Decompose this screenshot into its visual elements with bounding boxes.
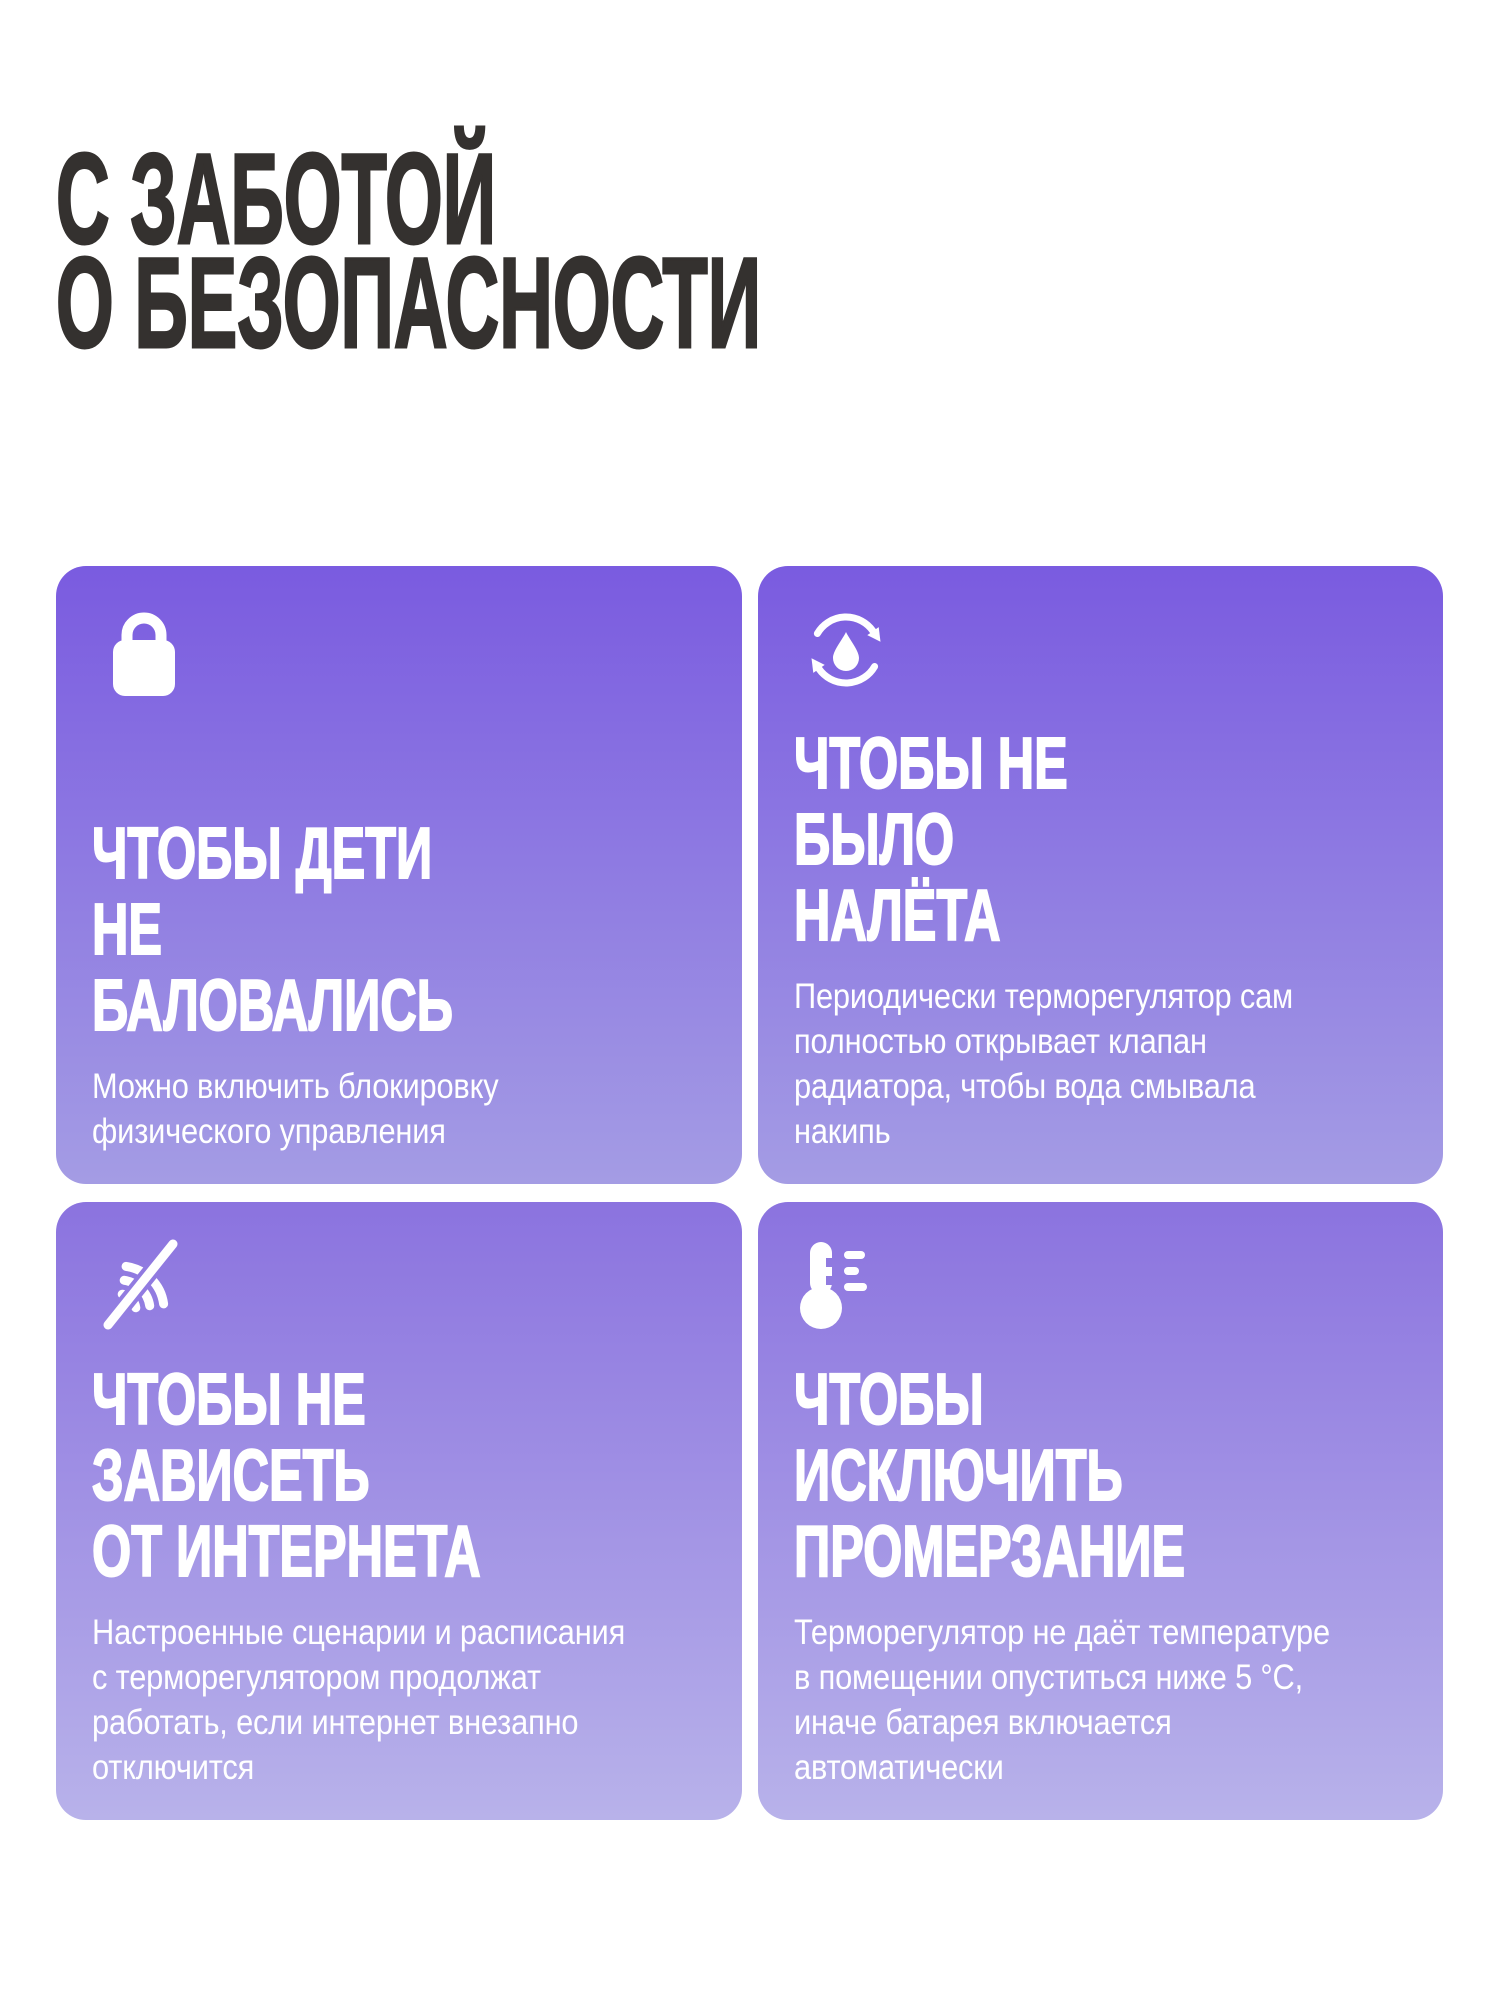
card-text-block <box>92 816 718 1154</box>
water-drop-refresh-icon <box>798 602 894 698</box>
card-no-limescale <box>758 566 1444 1184</box>
card-heading: ЧТОБЫ ДЕТИ НЕ БАЛОВАЛИСЬ <box>92 814 454 1046</box>
card-heading: ЧТОБЫ ИСКЛЮЧИТЬ ПРОМЕРЗАНИЕ <box>793 1360 1185 1592</box>
card-heading: ЧТОБЫ НЕ БЫЛО НАЛЁТА <box>793 724 1068 956</box>
card-no-freezing <box>758 1202 1444 1820</box>
card-heading: ЧТОБЫ НЕ ЗАВИСЕТЬ ОТ ИНТЕРНЕТА <box>92 1360 481 1592</box>
card-text-block <box>794 726 1420 1154</box>
page-title: С ЗАБОТОЙ О БЕЗОПАСНОСТИ <box>56 128 762 375</box>
card-child-lock <box>56 566 742 1184</box>
feature-card-grid <box>56 566 1443 1820</box>
card-body: Настроенные сценарии и расписания с терморегулятором продолжат работать, если интернет внезапно отключится <box>92 1613 626 1787</box>
card-body: Терморегулятор не даёт температуре в помещении опуститься ниже 5 °С, иначе батарея включается автоматически <box>793 1613 1330 1787</box>
thermometer-icon <box>798 1238 894 1334</box>
card-body: Можно включить блокировку физического управления <box>92 1067 499 1151</box>
lock-icon <box>96 602 192 698</box>
card-no-internet-dependence <box>56 1202 742 1820</box>
card-body: Периодически терморегулятор сам полностью открывает клапан радиатора, чтобы вода смывала накипь <box>793 977 1293 1151</box>
wifi-off-icon <box>96 1238 192 1334</box>
card-text-block <box>794 1362 1420 1790</box>
card-text-block <box>92 1362 718 1790</box>
